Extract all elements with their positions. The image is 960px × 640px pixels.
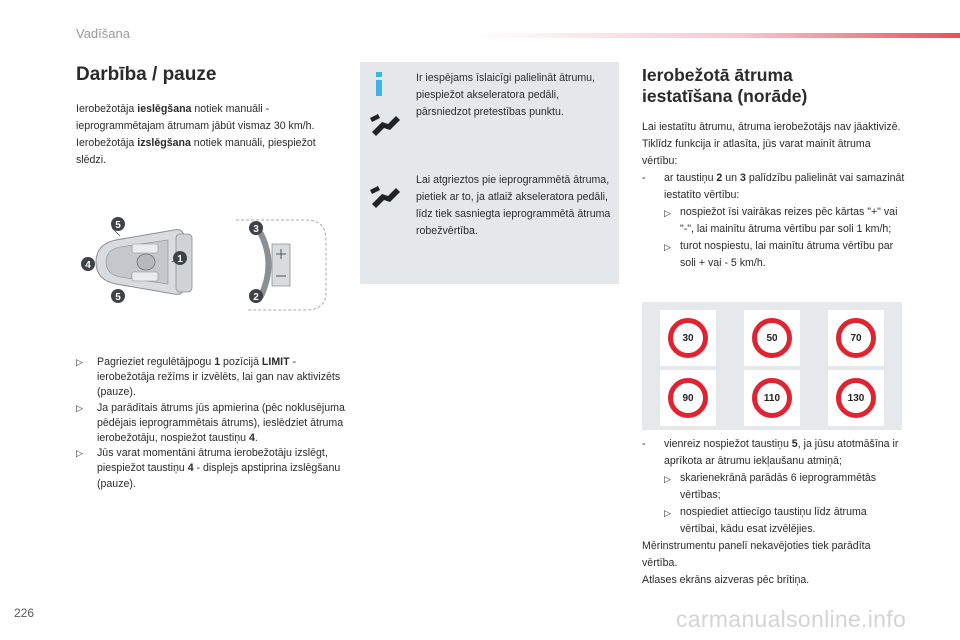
memory-instructions: [642, 436, 907, 589]
speed-sign-card: [660, 370, 716, 426]
callout-2: 2: [253, 292, 259, 303]
speed-sign-card: [828, 370, 884, 426]
info-icon: [368, 70, 390, 98]
bullet-arrow-icon: ▷: [76, 402, 83, 413]
speed-limit-sign: 30: [668, 318, 708, 358]
bullet-arrow-icon: ▷: [76, 448, 83, 459]
callout-5-top: 5: [115, 220, 121, 231]
para: Lai iestatītu ātrumu, ātruma ierobežotājs nav jāaktivizē.: [642, 121, 901, 133]
para: Tiklīdz funkcija ir atlasīta, jūs varat mainīt ātruma vērtību:: [642, 138, 871, 167]
page-number: 226: [14, 606, 35, 620]
section-title: Darbība / pauze: [76, 64, 217, 85]
intro-text: [76, 101, 348, 169]
list-item: ▷ Ja parādītais ātrums jūs apmierina (pēc noklusējuma pēdējais ieprogrammētais ātrums), ieslēdziet ātruma ierobežotāju, nospiežot taustiņu 4.: [76, 401, 345, 445]
list-item: - ar taustiņu 2 un 3 palīdzību palielināt vai samazināt iestatīto vērtību:: [642, 172, 905, 201]
speed-limit-sign: 90: [668, 378, 708, 418]
speed-limit-sign: 50: [752, 318, 792, 358]
header-accent-bar: [470, 33, 960, 38]
speed-signs-panel: [642, 302, 902, 430]
intro-para-off: Ierobežotāja izslēgšana notiek manuāli, piespiežot slēdzi.: [76, 137, 316, 166]
foot-pedal-icon: [368, 110, 402, 138]
speed-sign-card: [744, 310, 800, 366]
callout-3: 3: [253, 224, 259, 235]
bullet-arrow-icon: ▷: [664, 508, 671, 518]
bullet-arrow-icon: ▷: [664, 242, 671, 252]
bullet-arrow-icon: ▷: [76, 357, 83, 367]
steering-control-illustration: [76, 214, 338, 314]
callout-1: 1: [177, 254, 183, 265]
list-item: ▷ turot nospiestu, lai mainītu ātruma vērtību par soli + vai - 5 km/h.: [664, 240, 894, 269]
list-item: ▷ Jūs varat momentāni ātruma ierobežotāju izslēgt, piespiežot taustiņu 4 - displejs apstiprina izslēgšanu (pauze).: [76, 447, 341, 490]
speed-sign-card: [660, 310, 716, 366]
info-text-return: Lai atgrieztos pie ieprogrammētā ātruma, pietiek ar to, ja atlaiž akseleratora pedāli, līdz tiek sasniegta ieprogrammētā ātruma robežvērtība.: [416, 174, 611, 237]
info-text-accelerate: Ir iespējams īslaicīgi palielināt ātrumu, piespiežot akseleratora pedāli, pārsniedzot pretestības punktu.: [416, 72, 595, 118]
right-section-title: Ierobežotā ātruma iestatīšana (norāde): [642, 65, 808, 106]
speed-sign-card: [744, 370, 800, 426]
list-item: ▷ nospiediet attiecīgo taustiņu līdz ātruma vērtībai, kādu esat izvēlējies.: [664, 506, 867, 535]
speed-limit-sign: 110: [752, 378, 792, 418]
para: Mērinstrumentu panelī nekavējoties tiek parādīta vērtība.: [642, 540, 871, 569]
bullet-arrow-icon: ▷: [664, 208, 671, 218]
speed-sign-card: [828, 310, 884, 366]
setting-instructions: [642, 119, 907, 272]
foot-pedal-icon: [368, 182, 402, 210]
list-item: ▷ Pagrieziet regulētājpogu 1 pozīcijā LIMIT - ierobežotāja režīms ir izvēlēts, lai gan nav aktivizēts (pauze).: [76, 356, 341, 399]
watermark: carmanualsonline.info: [676, 606, 907, 632]
bullet-arrow-icon: ▷: [664, 474, 671, 484]
list-item: ▷ skarienekrānā parādās 6 ieprogrammētās vērtības;: [664, 472, 877, 501]
para: Atlases ekrāns aizveras pēc brītiņa.: [642, 574, 810, 586]
list-item: - vienreiz nospiežot taustiņu 5, ja jūsu atotmāšīna ir aprīkota ar ātrumu iekļaušanu atmiņā;: [642, 438, 899, 467]
callout-5-bottom: 5: [115, 292, 121, 303]
header-title: Vadīšana: [76, 26, 130, 41]
speed-limit-sign: 70: [836, 318, 876, 358]
list-item: ▷ nospiežot īsi vairākas reizes pēc kārtas "+" vai "-", lai mainītu ātruma vērtību par soli 1 km/h;: [664, 206, 898, 235]
speed-limit-sign: 130: [836, 378, 876, 418]
steps-list: [76, 355, 348, 492]
info-box: [360, 62, 619, 284]
callout-4: 4: [85, 260, 91, 271]
intro-para-on: Ierobežotāja ieslēgšana notiek manuāli - ieprogrammētajam ātrumam jābūt vismaz 30 km/h.: [76, 103, 315, 132]
